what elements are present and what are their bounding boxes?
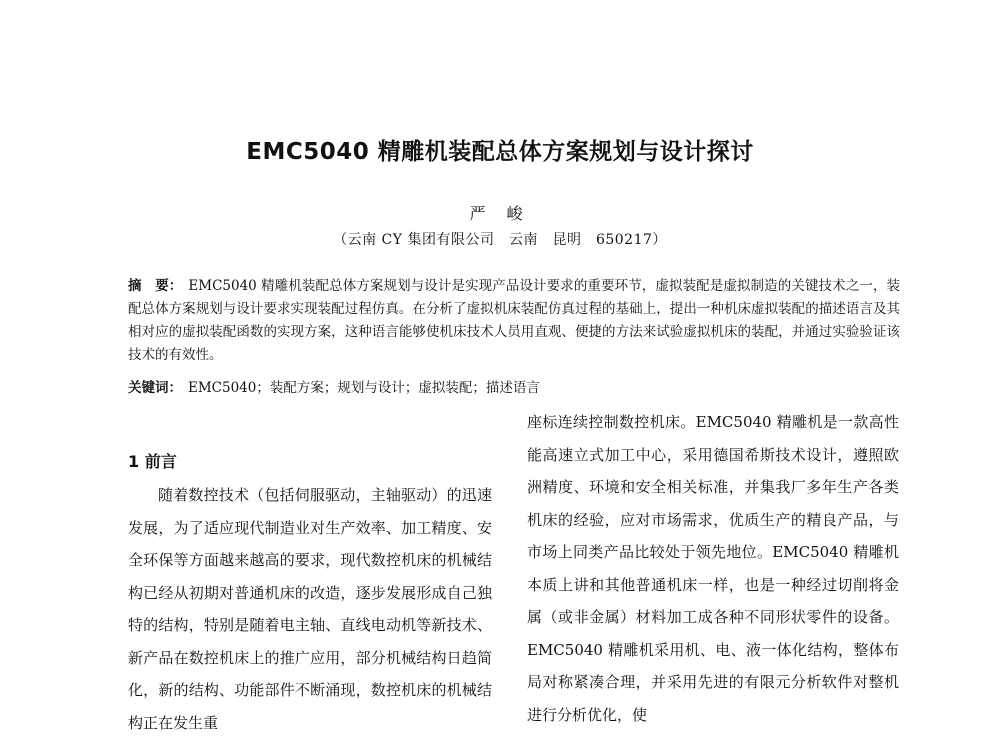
keywords [128, 378, 900, 398]
right-column [527, 406, 899, 731]
author-name: 严 峻 [469, 204, 531, 223]
keywords-label: 关键词： [128, 380, 182, 396]
left-column [128, 445, 492, 739]
paper-title: EMC5040 精雕机装配总体方案规划与设计探讨 [246, 139, 754, 165]
author-affiliation: （云南 CY 集团有限公司 云南 昆明 650217） [333, 232, 667, 248]
keywords-text: EMC5040；装配方案；规划与设计；虚拟装配；描述语言 [188, 380, 540, 396]
abstract [128, 275, 900, 367]
section-heading-introduction: 1 前言 [128, 452, 177, 471]
abstract-label: 摘 要： [128, 278, 183, 294]
introduction-paragraph: 随着数控技术（包括伺服驱动，主轴驱动）的迅速发展，为了适应现代制造业对生产效率、加工精度、安全环保等方面越来越高的要求，现代数控机床的机械结构已经从初期对普通机床的改造，逐步发展形成自己独特的结构，特别是随着电主轴、直线电动机等新技术、新产品在数控机床上的推广应用，部分机械结构日趋简化，新的结构、功能部件不断涌现，数控机床的机械结构正在发生重 [128, 486, 492, 732]
abstract-text: EMC5040 精雕机装配总体方案规划与设计是实现产品设计要求的重要环节，虚拟装配是虚拟制造的关键技术之一，装配总体方案规划与设计要求实现装配过程仿真。在分析了虚拟机床装配仿真过程的基础上，提出一种机床虚拟装配的描述语言及其相对应的虚拟装配函数的实现方案，这种语言能够使机床技术人员用直观、便捷的方法来试验虚拟机床的装配，并通过实验验证该技术的有效性。 [128, 278, 901, 363]
right-column-paragraph: 座标连续控制数控机床。EMC5040 精雕机是一款高性能高速立式加工中心，采用德国希斯技术设计，遵照欧洲精度、环境和安全相关标准，并集我厂多年生产各类机床的经验，应对市场需求，优质生产的精良产品，与市场上同类产品比较处于领先地位。EMC5040 精雕机本质上讲和其他普通机床一样，也是一种经过切削将金属（或非金属）材料加工成各种不同形状零件的设备。EMC5040 精雕机采用机、电、液一体化结构，整体布局对称紧凑合理，并采用先进的有限元分析软件对整机进行分析优化，使 [527, 413, 899, 724]
